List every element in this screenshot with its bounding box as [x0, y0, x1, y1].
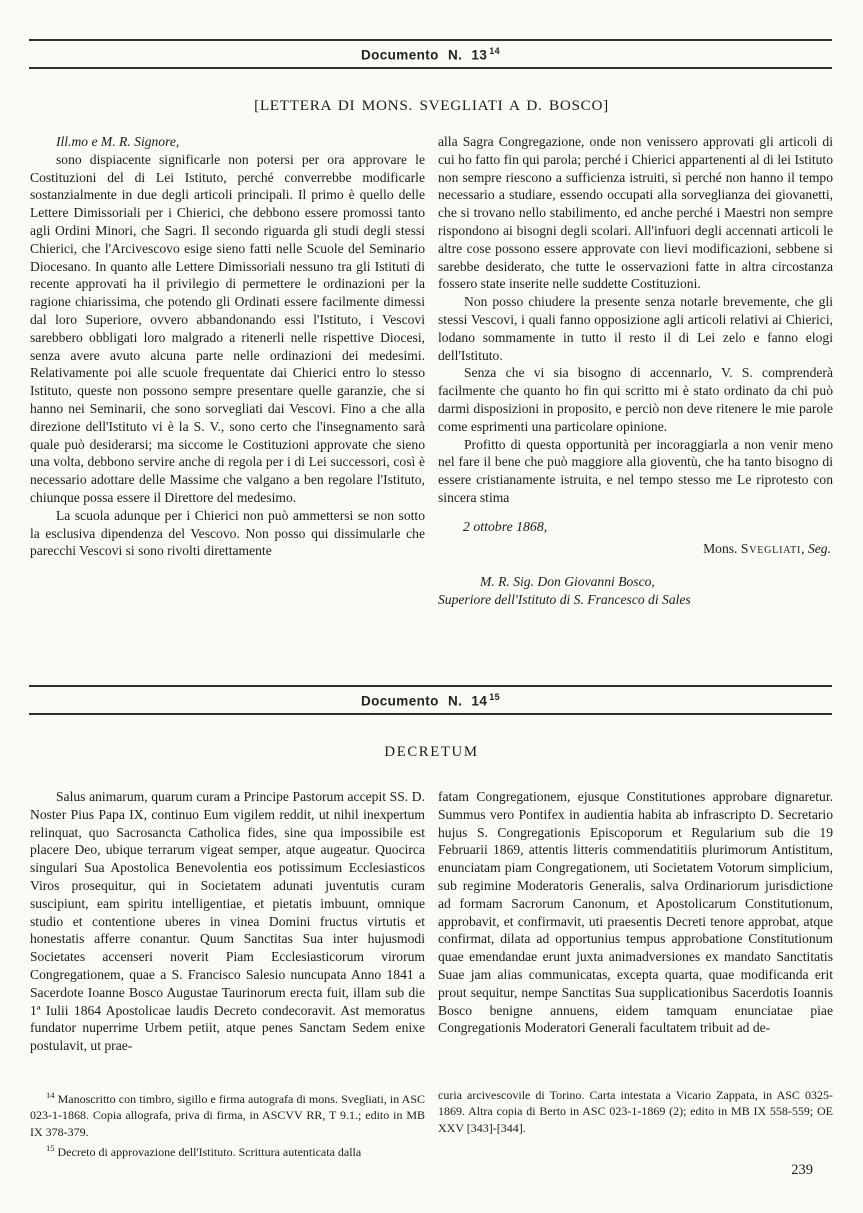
footnote-14-text: Manoscritto con timbro, sigillo e firma autografa di mons. Svegliati, in ASC 023-1-1868. Copia allografa, priva di firma, in ASCVV RR, T 9.1.; edito in MB IX 378-379. — [30, 1092, 425, 1139]
document-14-header-label — [361, 692, 500, 709]
signature-title: Seg. — [807, 540, 831, 556]
letter-paragraph: Senza che vi sia bisogno di accennarlo, V. S. comprenderà facilmente che quanto ho fin qui scritto mi è stato ordinato da chi può darmi disposizioni in proposito, e perciò non deve ritenere le mie parole come esprimenti una particolare opinione. — [438, 365, 833, 434]
footnote-15 — [30, 1140, 425, 1159]
letter-paragraph: alla Sagra Congregazione, onde non venissero approvati gli articoli di cui ho fatto fin qui parola; perché i Chierici appartenenti al di lei Istituto non sempre riescono a sufficienza istruiti, sì perché non hanno il tempo necessario a studiare, essendo occupati alla sorveglianza dei giovanetti, che si trovano nello stabilimento, ed anche perché i Maestri non sempre rispondono ai bisogni degli scolari. All'infuori degli accennati articoli le altre cose possono essere approvate con lievi modificazioni, sebbene si sarebbe desiderato, che tutte le osservazioni fatte in altra circostanza fossero state inserite nelle suddette Costituzioni. — [438, 134, 833, 292]
footnote-15-continuation: curia arcivescovile di Torino. Carta intestata a Vicario Zappata, in ASC 0325-1869. Altra copia di Berto in ASC 023-1-1869 (2); edito in MB IX 558-559; OE XXV [343]-[344]. — [438, 1088, 833, 1135]
document-13-header-label — [361, 46, 500, 63]
decree-body — [30, 788, 833, 1080]
letter-paragraph: La scuola adunque per i Chierici non può ammettersi se non sotto la esclusiva dipendenza del Vescovo. Non posso qui dissimularle che parecchi Vescovi si sono rivolti direttamente — [30, 507, 425, 559]
footnotes-left-column — [30, 1087, 425, 1159]
letter-title: [LETTERA DI MONS. SVEGLIATI A D. BOSCO] — [254, 97, 609, 114]
letter-paragraph: sono dispiacente significarle non potersi per ora approvare le Costituzioni del di Lei Istituto, perché converrebbe modificarle sostanzialmente in due degli articoli principali. Il primo è quello delle Lettere Dimissoriali per i Chierici, che debbono essere promossi tanto agli Ordini Minori, che Sagri. Il secondo riguarda gli studi degli stessi Chierici, che l'Arcivescovo esige sieno fatti nelle Scuole del Seminario Diocesano. In quanto alle Lettere Dimissoriali nessuno tra gli Istituti di recente approvati ha il privilegio di permettere le ordinazioni per la ragione chiarissima, che potendo gli Ordinati essere facilmente dimessi dal loro Superiore, ovvero abbandonando essi l'Istituto, i Vescovi sarebbero obbligati loro malgrado a ritenerli nelle rispettive Diocesi, senza avere avuto alcuna parte nelle ordinazioni dei medesimi. Relativamente poi alle scuole frequentate dai Chierici entro lo stesso Istituto, queste non possono sempre presentare quelle garanzie, che si hanno nei Seminarii, che sono sorvegliati dai Vescovi. Fino a che alla direzione dell'Istituto vi è la S. V., sono certo che l'insegnamento sarà quale può desiderarsi; ma siccome le Costituzioni approvate che sieno una volta, debbono servire anche di regola per i di Lei successori, così è necessario adottare delle Massime che valgano a ben regolare l'Istituto, chiunque possa essere il Direttore del medesimo. — [30, 151, 425, 505]
decree-paragraph: fatam Congregationem, ejusque Constitutiones approbare dignaretur. Summus vero Pontifex in audientia habita ab infrascripto D. Secretario hujus S. Congregationis Episcoporum et Regularium sub die 19 Februarii 1869, attentis litteris commendatitiis plurimorum Antistitum, enunciatam piam Congregationem, uti Societatem Votorum simplicium, sub regimine Moderatoris Generalis, salva Ordinariorum jurisdictione ad formam Sacrorum Canonum, et Apostolicarum Constitutionum, approbavit, et confirmavit, uti praesentis Decreti tenore approbat, atque confirmat, dilata ad opportunius tempus approbatione Constitutionum quae emendandae erunt juxta animadversiones ex mandato Sanctitatis Suae jam alias communicatas, excepta quarta, quae modificanda erit prout sequitur, nempe Sanctitas Sua supplicationibus Sacerdotis Ioannis Bosco benigne annuens, eidem tamquam enunciatae piae Congregationis Moderatori Generali facultatem tribuit ad de- — [438, 789, 833, 1036]
signature-separator: , — [801, 540, 808, 556]
footnote-14-marker: 14 — [46, 1090, 55, 1100]
letter-body — [30, 133, 833, 648]
decree-title: DECRETUM — [384, 744, 479, 760]
decree-left-column — [30, 788, 425, 1080]
document-14-header-text: Documento N. 14 — [360, 693, 488, 709]
letter-right-column — [438, 133, 833, 648]
addressee-name: M. R. Sig. Don Giovanni Bosco, — [480, 573, 655, 589]
footnotes-right-column — [438, 1087, 833, 1159]
letter-paragraph: Non posso chiudere la presente senza notarle brevemente, che gli stessi Vescovi, i quali fanno opposizione agli articoli relativi ai Chierici, lodano sommamente in tutto il resto il di Lei zelo e fanno elogi dell'Istituto. — [438, 294, 833, 363]
letter-left-column — [30, 133, 425, 648]
footnote-15-text: Decreto di approvazione dell'Istituto. Scrittura autenticata dalla — [54, 1145, 362, 1159]
document-13-header-band — [29, 39, 832, 69]
document-13-header-text: Documento N. 13 — [360, 47, 488, 63]
addressee-block — [438, 573, 833, 609]
footnote-15-marker: 15 — [46, 1143, 55, 1154]
footnote-14 — [30, 1087, 425, 1140]
signature-name: Svegliati — [740, 540, 802, 556]
salutation: Ill.mo e M. R. Signore, — [56, 134, 180, 149]
document-13-footnote-marker: 14 — [489, 45, 501, 56]
decree-paragraph: Salus animarum, quarum curam a Principe Pastorum accepit SS. D. Noster Pius Papa IX, continuo Eum vigilem reddit, ut nihil inexpertum relinquat, quo Sacrosancta Catholica fides, sine qua impossibile est placere Deo, ubique terrarum vigeat semper, atque augeatur. Quocirca singulari Sua Apostolica Benevolentia eos potissimum Ecclesiasticos Viros prosequitur, qui in Societatem adunati juventutis curam suscipiunt, eam spiritu intelligentiae, et pietatis imbuunt, omnique studio et contentione uberes in vinea Domini fructus virtutis et honestatis afferre conantur. Quum Sanctitas Sua inter hujusmodi Societates accenseri noverit Piam Ecclesiasticorum virorum Congregationem, quae a S. Francisco Salesio nuncupata Anno 1841 a Sacerdote Ioanne Bosco Augustae Taurinorum erecta fuit, illam sub die 1ª Iulii 1864 Apostolicae laudis Decreto condecoravit. Ast memoratus fundator nuperrime Urbem petiit, atque penes Sanctam Sedem enixe postulavit, ut prae- — [30, 789, 425, 1054]
signature-line — [438, 541, 833, 557]
footnotes — [30, 1087, 833, 1159]
letter-paragraph: Profitto di questa opportunità per incoraggiarla a non venir meno nel fare il bene che può maggiore alla gioventù, che ha tanto bisogno di essere cristianamente istruita, e nel tempo stesso me Le riprotesto con sincera stima — [438, 436, 833, 505]
page-number: 239 — [791, 1162, 813, 1178]
signature-prefix: Mons. — [703, 540, 741, 556]
addressee-role: Superiore dell'Istituto di S. Francesco di Sales — [438, 591, 691, 607]
document-14-footnote-marker: 15 — [489, 691, 501, 702]
document-14-header-band — [29, 685, 832, 715]
decree-right-column — [438, 788, 833, 1080]
letter-date: 2 ottobre 1868, — [463, 518, 548, 534]
